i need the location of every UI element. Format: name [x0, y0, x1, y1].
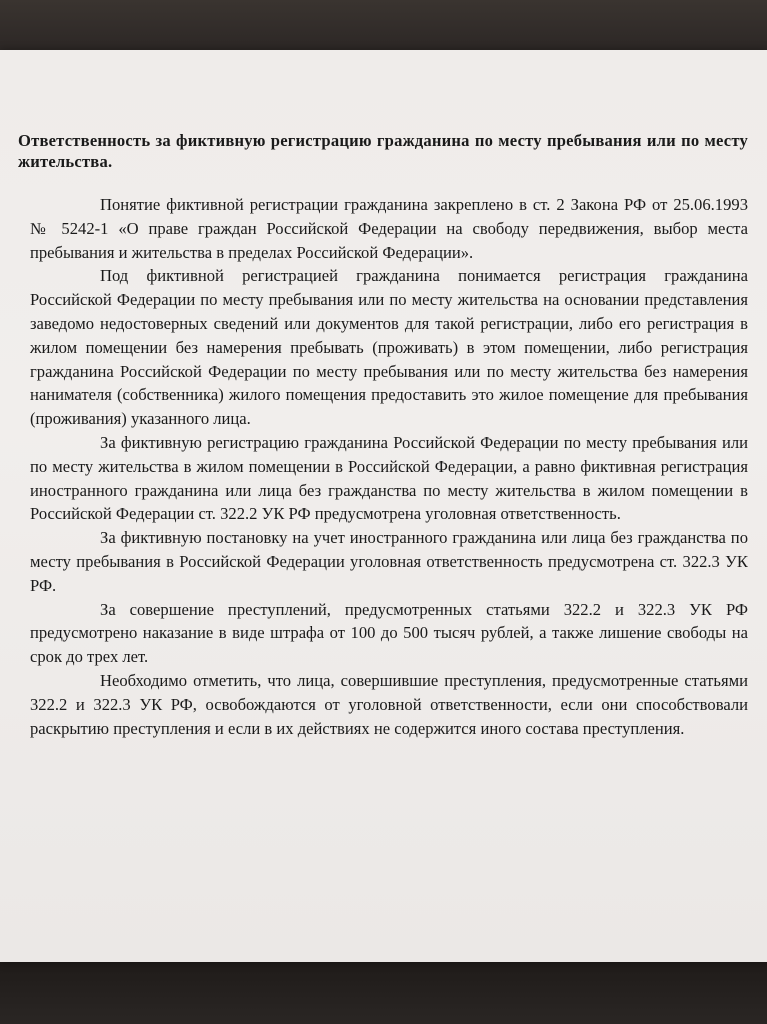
paragraph-definition-detail: Под фиктивной регистрацией гражданина понимается регистрация гражданина Российской Федерации по месту пребывания или по месту жительства на основании представления заведомо недостоверных сведений или документов для такой регистрации, либо его регистрация в жилом помещении без намерения пребывать (проживать) в этом помещении, либо регистрация гражданина Российской Федерации по месту пребывания или по месту жительства без намерения нанимателя (собственника) жилого помещения предоставить это жилое помещение для пребывания (проживания) указанного лица.	[30, 266, 748, 429]
paragraph-article-322-2: За фиктивную регистрацию гражданина Российской Федерации по месту пребывания или по месту жительства в жилом помещении в Российской Федерации, а равно фиктивная регистрация иностранного гражданина или лица без гражданства по месту жительства в жилом помещении в Российской Федерации ст. 322.2 УК РФ предусмотрена уголовная ответственность.	[30, 432, 748, 524]
paragraph-punishment: За совершение преступлений, предусмотренных статьями 322.2 и 322.3 УК РФ предусмотрено наказание в виде штрафа от 100 до 500 тысяч рублей, а также лишение свободы на срок до трех лет.	[30, 599, 748, 667]
document-title: Ответственность за фиктивную регистрацию гражданина по месту пребывания или по месту жительства.	[18, 131, 748, 171]
document-body	[18, 130, 748, 740]
paragraph-definition-law: Понятие фиктивной регистрации гражданина закреплено в ст. 2 Закона РФ от 25.06.1993 № 5242-1 «О праве граждан Российской Федерации на свободу передвижения, выбор места пребывания и жительства в пределах Российской Федерации».	[30, 195, 748, 262]
paragraph-exemption: Необходимо отметить, что лица, совершившие преступления, предусмотренные статьями 322.2 и 322.3 УК РФ, освобождаются от уголовной ответственности, если они способствовали раскрытию преступления и если в их действиях не содержится иного состава преступления.	[30, 670, 748, 738]
document-page	[0, 50, 767, 962]
paragraph-article-322-3: За фиктивную постановку на учет иностранного гражданина или лица без гражданства по месту пребывания в Российской Федерации уголовная ответственность предусмотрена ст. 322.3 УК РФ.	[30, 528, 748, 595]
